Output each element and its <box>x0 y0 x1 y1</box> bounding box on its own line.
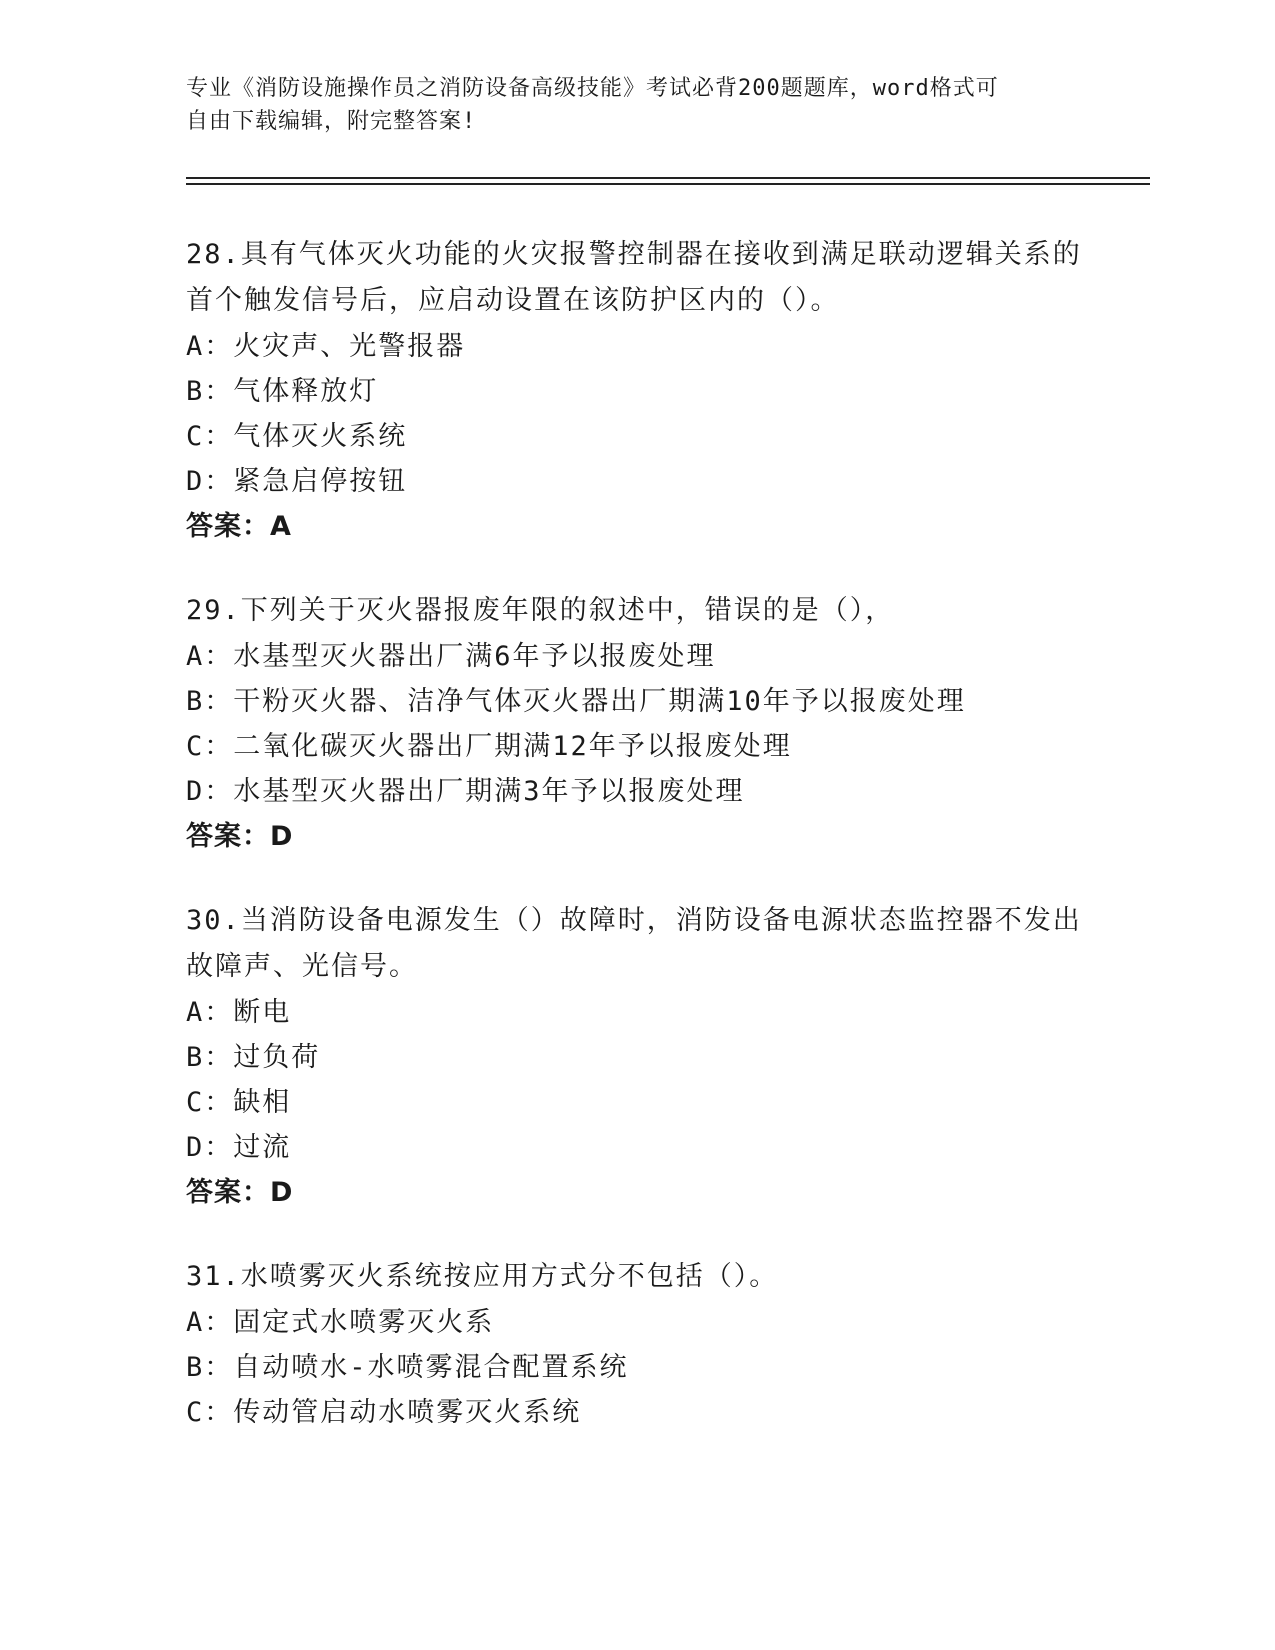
question-list <box>186 232 1086 1473</box>
question-stem <box>186 898 1086 990</box>
question-29 <box>186 588 1086 860</box>
question-stem-line: 30.当消防设备电源发生（）故障时，消防设备电源状态监控器不发出 <box>186 905 1082 936</box>
document-header <box>186 72 1066 138</box>
option-d: D：紧急启停按钮 <box>186 466 408 497</box>
option-c: C：二氧化碳灭火器出厂期满12年予以报废处理 <box>186 731 792 762</box>
question-stem-line: 首个触发信号后，应启动设置在该防护区内的（）。 <box>186 285 840 316</box>
question-31 <box>186 1254 1086 1435</box>
question-stem <box>186 232 1086 324</box>
question-30 <box>186 898 1086 1216</box>
answer-label: 答案：D <box>186 821 294 852</box>
question-stem-line: 29.下列关于灭火器报废年限的叙述中，错误的是（）， <box>186 595 895 626</box>
option-b: B：过负荷 <box>186 1042 321 1073</box>
option-b: B：干粉灭火器、洁净气体灭火器出厂期满10年予以报废处理 <box>186 686 966 717</box>
option-d: D：过流 <box>186 1132 292 1163</box>
header-line-1: 专业《消防设施操作员之消防设备高级技能》考试必背200题题库，word格式可 <box>186 76 999 101</box>
option-a: A：断电 <box>186 997 292 1028</box>
answer-label: 答案：D <box>186 1177 294 1208</box>
header-divider-bottom <box>186 183 1150 185</box>
question-stem-line: 28.具有气体灭火功能的火灾报警控制器在接收到满足联动逻辑关系的 <box>186 239 1082 270</box>
option-c: C：传动管启动水喷雾灭火系统 <box>186 1397 582 1428</box>
option-c: C：气体灭火系统 <box>186 421 408 452</box>
option-b: B：气体释放灯 <box>186 376 379 407</box>
question-stem <box>186 588 1086 634</box>
option-c: C：缺相 <box>186 1087 292 1118</box>
question-28 <box>186 232 1086 550</box>
answer-label: 答案：A <box>186 511 292 542</box>
question-stem-line: 故障声、光信号。 <box>186 951 418 982</box>
header-line-2: 自由下载编辑，附完整答案! <box>186 109 477 134</box>
option-a: A：火灾声、光警报器 <box>186 331 466 362</box>
option-d: D：水基型灭火器出厂期满3年予以报废处理 <box>186 776 745 807</box>
question-stem <box>186 1254 1086 1300</box>
header-divider-top <box>186 177 1150 179</box>
option-a: A：水基型灭火器出厂满6年予以报废处理 <box>186 641 716 672</box>
option-a: A：固定式水喷雾灭火系 <box>186 1307 495 1338</box>
option-b: B：自动喷水-水喷雾混合配置系统 <box>186 1352 629 1383</box>
question-stem-line: 31.水喷雾灭火系统按应用方式分不包括（）。 <box>186 1261 779 1292</box>
